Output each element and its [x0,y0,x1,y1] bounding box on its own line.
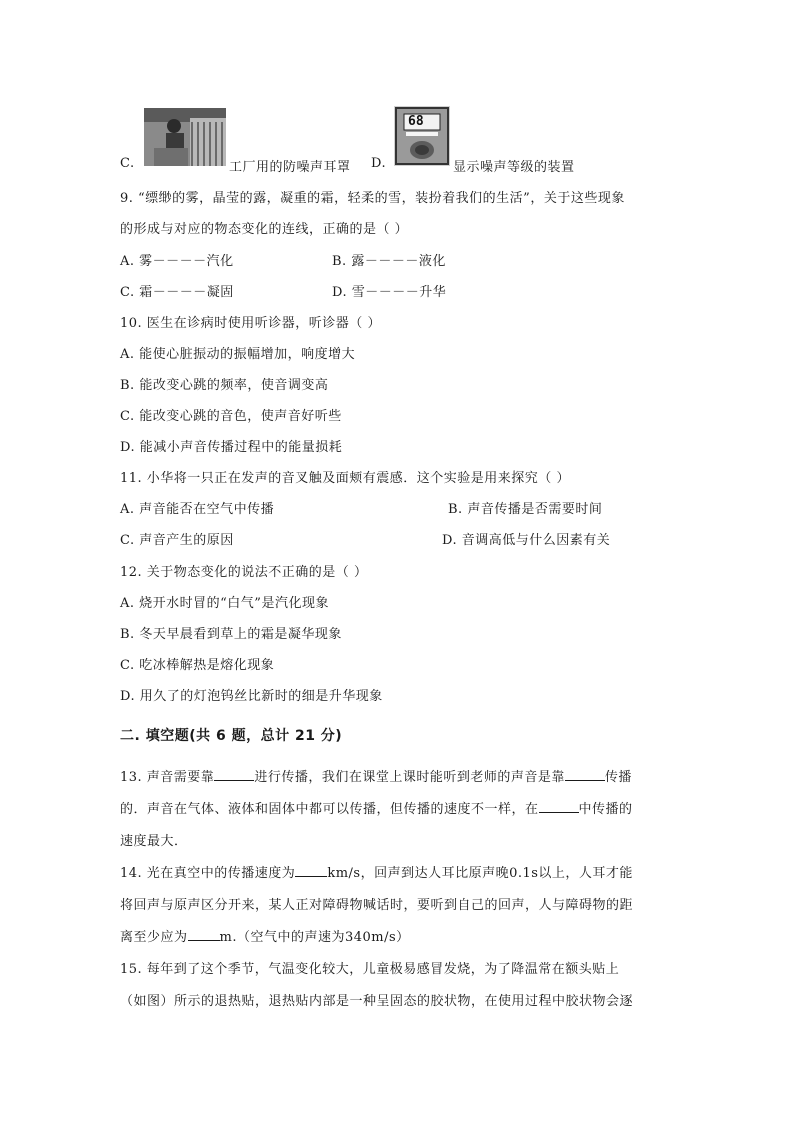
q13-text-2: 进行传播，我们在课堂上课时能听到老师的声音是靠 [254,770,565,785]
q10-option-a: A. 能使心脏振动的振幅增加，响度增大 [120,347,356,362]
q15-line1: 15. 每年到了这个季节，气温变化较大，儿童极易感冒发烧，为了降温常在额头贴上 [120,962,620,977]
q14-text-1: 14. 光在真空中的传播速度为 [120,866,296,881]
q9-option-b: B. 露－－－－液化 [332,254,446,269]
q12-option-b: B. 冬天早晨看到草上的霜是凝华现象 [120,627,342,642]
q14-line3 [120,926,410,945]
q15-line2: （如图）所示的退热贴，退热贴内部是一种呈固态的胶状物，在使用过程中胶状物会逐 [120,994,634,1009]
factory-earmuff-photo [144,108,226,166]
q14-line2: 将回声与原声区分开来，某人正对障碍物喊话时，要听到自己的回声，人与障碍物的距 [120,898,634,913]
q13-blank-1 [214,768,254,781]
q11-option-b: B. 声音传播是否需要时间 [448,502,603,517]
q13-text-4: 的．声音在气体、液体和固体中都可以传播，但传播的速度不一样，在 [120,802,539,817]
q9-stem-line2: 的形成与对应的物态变化的连线，正确的是（ ） [120,222,409,237]
q13-text-3: 传播 [604,770,632,785]
q13-line2 [120,798,633,817]
section-heading-fill-in: 二. 填空题(共 6 题，总计 21 分) [120,728,343,744]
q13-blank-2 [565,768,605,781]
q9-option-a: A. 雾－－－－汽化 [120,254,234,269]
q11-option-c: C. 声音产生的原因 [120,533,234,548]
q13-text-5: 中传播的 [578,802,633,817]
q14-line1 [120,862,633,881]
q12-option-d: D. 用久了的灯泡钨丝比新时的细是升华现象 [120,689,383,704]
q13-line1 [120,766,632,785]
q8-option-c-label: C. [120,156,135,171]
q10-option-d: D. 能减小声音传播过程中的能量损耗 [120,440,343,455]
q12-option-c: C. 吃冰棒解热是熔化现象 [120,658,275,673]
q11-stem: 11. 小华将一只正在发声的音叉触及面颊有震感．这个实验是用来探究（ ） [120,471,570,486]
q10-option-c: C. 能改变心跳的音色，使声音好听些 [120,409,342,424]
q11-option-a: A. 声音能否在空气中传播 [120,502,275,517]
q13-line3: 速度最大． [120,834,188,849]
q8-option-d-text: 显示噪声等级的装置 [453,160,575,175]
q10-option-b: B. 能改变心跳的频率，使音调变高 [120,378,329,393]
q9-stem-line1: 9. “缥缈的雾，晶莹的露，凝重的霜，轻柔的雪，装扮着我们的生活”，关于这些现象 [120,191,625,206]
q11-option-d: D. 音调高低与什么因素有关 [442,533,611,548]
q9-option-d: D. 雪－－－－升华 [332,285,447,300]
q8-option-d-label: D. [371,156,387,171]
q14-blank-2 [188,928,220,941]
q13-text-1: 13. 声音需要靠 [120,770,215,785]
q12-option-a: A. 烧开水时冒的“白气”是汽化现象 [120,596,329,611]
q13-blank-3 [539,800,579,813]
factory-worker-image [144,108,226,166]
q14-blank-1 [295,864,327,877]
q14-text-2: km/s，回声到达人耳比原声晚0.1s以上，人耳才能 [327,866,633,881]
q12-stem: 12. 关于物态变化的说法不正确的是（ ） [120,565,368,580]
q14-text-4: m.（空气中的声速为340m/s） [219,930,410,945]
meter-reading: 68 [408,114,424,129]
q10-stem: 10. 医生在诊病时使用听诊器，听诊器（ ） [120,316,381,331]
q9-option-c: C. 霜－－－－凝固 [120,285,234,300]
q8-option-c-text: 工厂用的防噪声耳罩 [229,160,351,175]
noise-meter-photo [394,106,450,166]
q14-text-3: 离至少应为 [120,930,188,945]
